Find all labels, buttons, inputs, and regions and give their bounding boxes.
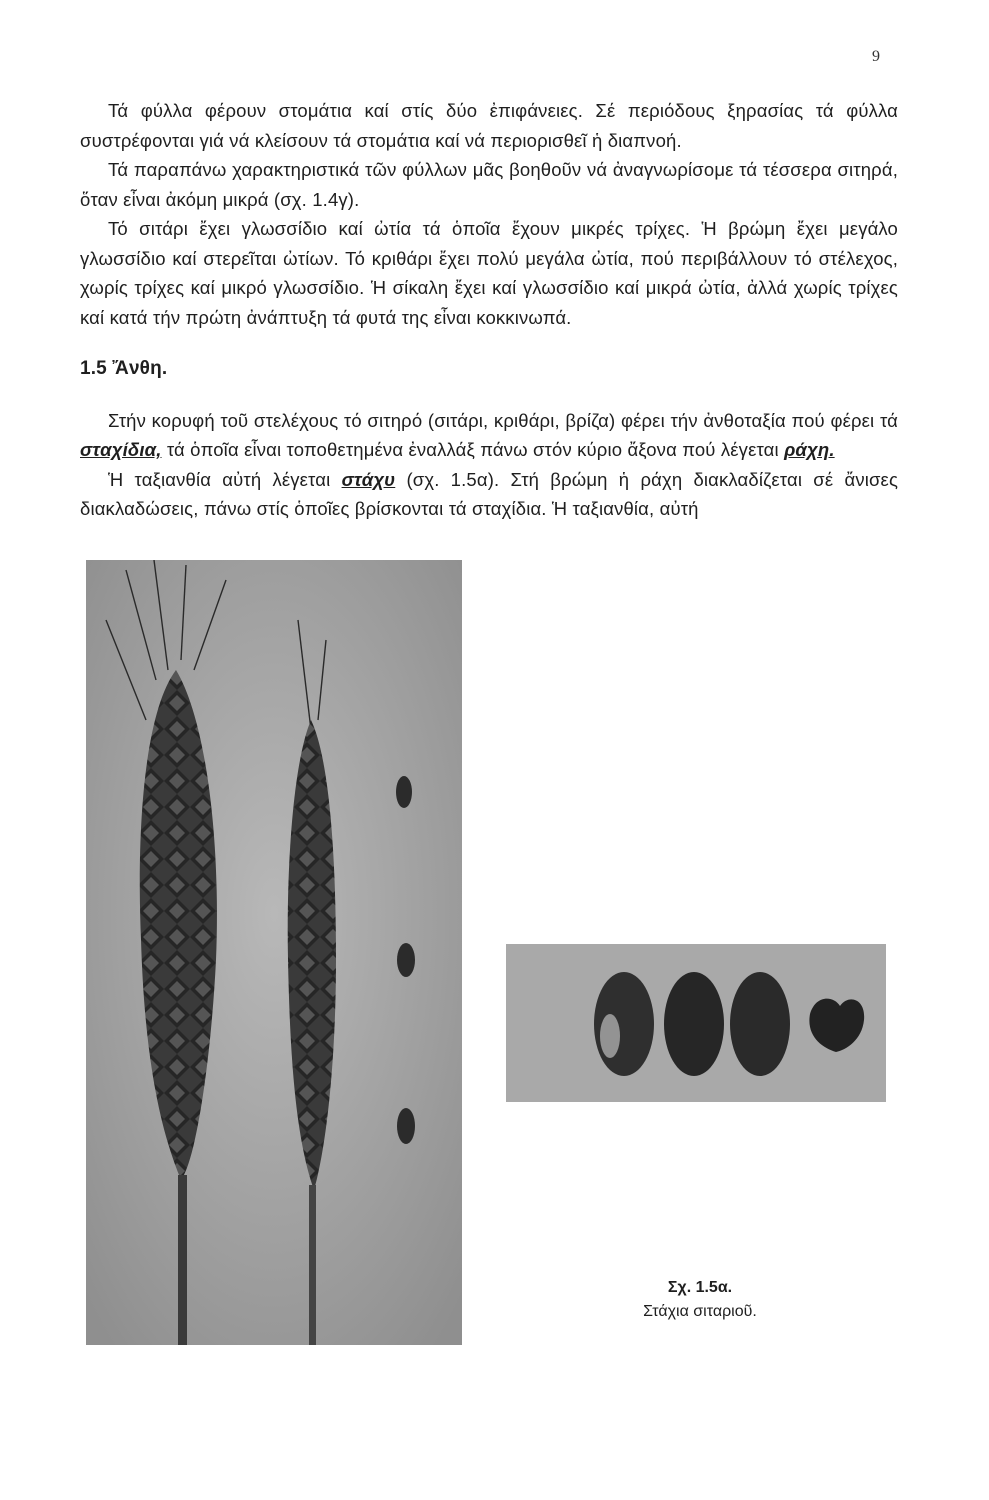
section-paragraphs <box>80 406 898 524</box>
section-heading: 1.5 Ἄνθη. <box>80 358 168 379</box>
kernel-highlight <box>600 1014 620 1058</box>
kernel-3 <box>397 1108 415 1144</box>
kernel-large-2 <box>664 972 724 1076</box>
intro-paragraphs <box>80 96 898 332</box>
wheat-ears-illustration <box>86 560 462 1345</box>
term-highlight: στάχυ <box>341 468 396 490</box>
term-highlight: ράχη. <box>784 439 835 460</box>
text-run: Ἡ ταξιανθία αὐτή λέγεται <box>108 468 342 490</box>
wheat-kernels-photo <box>506 944 886 1102</box>
text-run: τά ὁποῖα εἶναι τοποθετημένα ἐναλλάξ πάνω στόν κύριο ἄξονα πού λέγεται <box>161 439 785 460</box>
page-number: 9 <box>872 48 880 65</box>
figure-title: Στάχια σιταριοῦ. <box>643 1303 757 1320</box>
paragraph <box>80 406 898 465</box>
text-run: Τά φύλλα φέρουν στομάτια καί στίς δύο ἐπιφάνειες. Σέ περιόδους ξηρασίας τά φύλλα συστρέφονται γιά νά κλείσουν τά στομάτια καί νά περιορισθεῖ ἡ διαπνοή. <box>80 100 898 151</box>
kernel-1 <box>396 776 412 808</box>
text-run: Τά παραπάνω χαρακτηριστικά τῶν φύλλων μᾶς βοηθοῦν νά ἀναγνωρίσομε τά τέσσερα σιτηρά, ὅταν εἶναι ἀκόμη μικρά (σχ. 1.4γ). <box>80 159 898 210</box>
paragraph <box>80 96 898 155</box>
kernel-large-3 <box>730 972 790 1076</box>
paragraph <box>80 155 898 214</box>
body-text <box>80 96 898 524</box>
text-run: (σχ. 1.5α). Στή βρώμη ἡ ράχη διακλαδίζεται σέ ἄνισες διακλαδώσεις, πάνω στίς ὁποῖες βρίσκονται τά σταχίδια. Ἡ ταξιανθία, αὐτή <box>80 468 899 519</box>
wheat-stem-right <box>309 1185 316 1345</box>
text-run: Στήν κορυφή τοῦ στελέχους τό σιτηρό (σιτάρι, κριθάρι, βρίζα) φέρει τήν ἀνθοταξία πού φέρει τά <box>108 409 898 431</box>
wheat-kernels-illustration <box>506 944 886 1102</box>
paragraph <box>80 214 898 332</box>
wheat-ears-photo <box>86 560 462 1345</box>
text-run: Τό σιτάρι ἔχει γλωσσίδιο καί ὠτία τά ὁποῖα ἔχουν μικρές τρίχες. Ἡ βρώμη ἔχει μεγάλο γλωσσίδιο καί στερεῖται ὠτίων. Τό κριθάρι ἔχει πολύ μεγάλα ὠτία, πού περιβάλλουν τό στέλεχος, χωρίς τρίχες καί μικρό γλωσσίδιο. Ἡ σίκαλη ἔχει καί γλωσσίδιο καί μικρά ὠτία, ἀλλά χωρίς τρίχες καί κατά τήν πρώτη ἀνάπτυξη τά φυτά της εἶναι κοκκινωπά. <box>80 218 898 328</box>
kernel-2 <box>397 943 415 977</box>
figure-number: Σχ. 1.5α. <box>667 1279 733 1296</box>
figure-caption <box>600 1276 800 1324</box>
paragraph <box>80 465 898 524</box>
term-highlight: σταχίδια, <box>80 439 162 460</box>
wheat-stem-left <box>178 1175 187 1345</box>
